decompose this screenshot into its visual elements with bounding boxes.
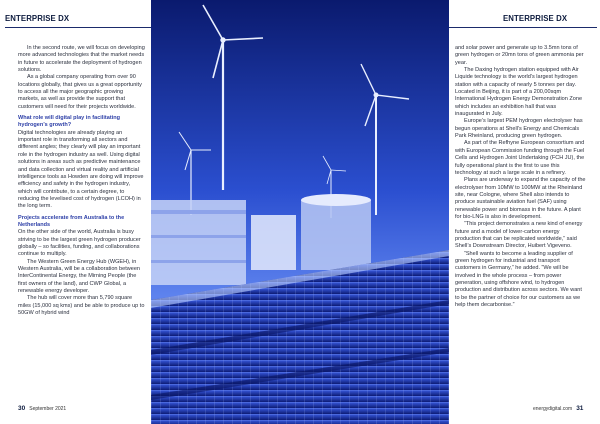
hero-photo-solar-wind (151, 0, 449, 424)
left-paragraph-5: The Western Green Energy Hub (WGEH), in Western Australia, will be a collaboration between InterContinental Energy, the Mirning People (the first owners of the land), and CWP Global, a renewable energy developer. (18, 258, 140, 294)
issue-date: September 2021 (29, 406, 67, 412)
header-rule-left (5, 27, 151, 28)
left-subheading-1: What role will digital play in facilitating hydrogen’s growth? (18, 115, 121, 129)
right-paragraph-2: The Daxing hydrogen station equipped with Air Liquide technology is the world’s largest hydrogen station with a capacity of nearly 5 tonnes per day. Located in Beijing, it is part of a 200,00sqm International Hydrogen Energy Demonstration Zone which includes an exhibition hall that was inaugurated in July. (455, 67, 583, 118)
right-text-column (455, 45, 586, 309)
right-paragraph-7: “Shell wants to become a leading supplier of green hydrogen for industrial and transport customers in Germany,” he added. “We will be involved in the whole process – from power generation, using offshore wind, to hydrogen production and distribution across sectors. We want to be the partner of choice for our customers as we help them decarbonise.” (455, 250, 582, 309)
left-paragraph-4: On the other side of the world, Australia is busy striving to be the largest green hydrogen producer globally – so facilities, funding, and collaborations continue to multiply. (18, 229, 141, 258)
right-paragraph-5: Plans are underway to expand the capacity of the electrolyser from 10MW to 100MW at the Rheinland site, near Cologne, where Shell also intends to produce sustainable aviation fuel (SAF) using renewable power and biomass in the future. A plant for bio-LNG is also in development. (455, 177, 586, 220)
page-number-left: 30 (18, 405, 26, 412)
left-subheading-2: Projects accelerate from Australia to the Netherlands (18, 214, 125, 228)
right-paragraph-4: As part of the Refhyne European consortium and with European Commission funding through the Fuel Cells and Hydrogen Joint Undertaking (FCH JU), the fully operational plant is the first to use this technology at such a large scale in a refinery. (455, 140, 585, 176)
page-number-right: 31 (576, 405, 584, 412)
section-tag-left: ENTERPRISE DX (5, 14, 70, 23)
header-rule-right (449, 27, 597, 28)
right-paragraph-6: “This project demonstrates a new kind of energy future and a model of lower-carbon energy production that can be replicated worldwide,” said Shell’s Downstream Director, Huibert Vigeveno. (455, 221, 583, 250)
footer-left (18, 405, 66, 412)
left-paragraph-2: As a global company operating from over 90 locations globally, that gives us a great opportunity to access all the major geographic growing markets, as well as provide the support that customers will need for their projects worldwide. (18, 74, 142, 110)
right-paragraph-3: Europe’s largest PEM hydrogen electrolyser has begun operations at Shell’s Energy and Chemicals Park Rheinland, producing green hydrogen. (455, 118, 583, 140)
right-paragraph-1: and solar power and generate up to 3.5mn tons of green hydrogen or 20mn tons of green ammonia per year. (455, 45, 584, 66)
left-text-column (18, 45, 145, 317)
left-paragraph-1: In the second route, we will focus on developing more advanced technologies that the market needs in future to accelerate the deployment of hydrogen solutions. (18, 45, 145, 74)
left-paragraph-6: The hub will cover more than 5,790 square miles (15,000 sq kms) and be able to produce up to 50GW of hybrid wind (18, 295, 145, 317)
footer-right (533, 405, 583, 412)
left-paragraph-3: Digital technologies are already playing an important role in transforming all sectors and different angles; they clearly will play an important role in the hydrogen industry as well. Using digital solutions in areas such as predictive maintenance and data collection and virtual reality and artificial intelligence tools as Howden are doing will improve efficiency and safety in the hydrogen industry, which will contribute, to a certain degree, to reducing the levelised cost of hydrogen (LCOH) in the long term. (18, 129, 144, 210)
site-url: energydigital.com (533, 406, 573, 412)
section-tag-right: ENTERPRISE DX (503, 14, 568, 23)
